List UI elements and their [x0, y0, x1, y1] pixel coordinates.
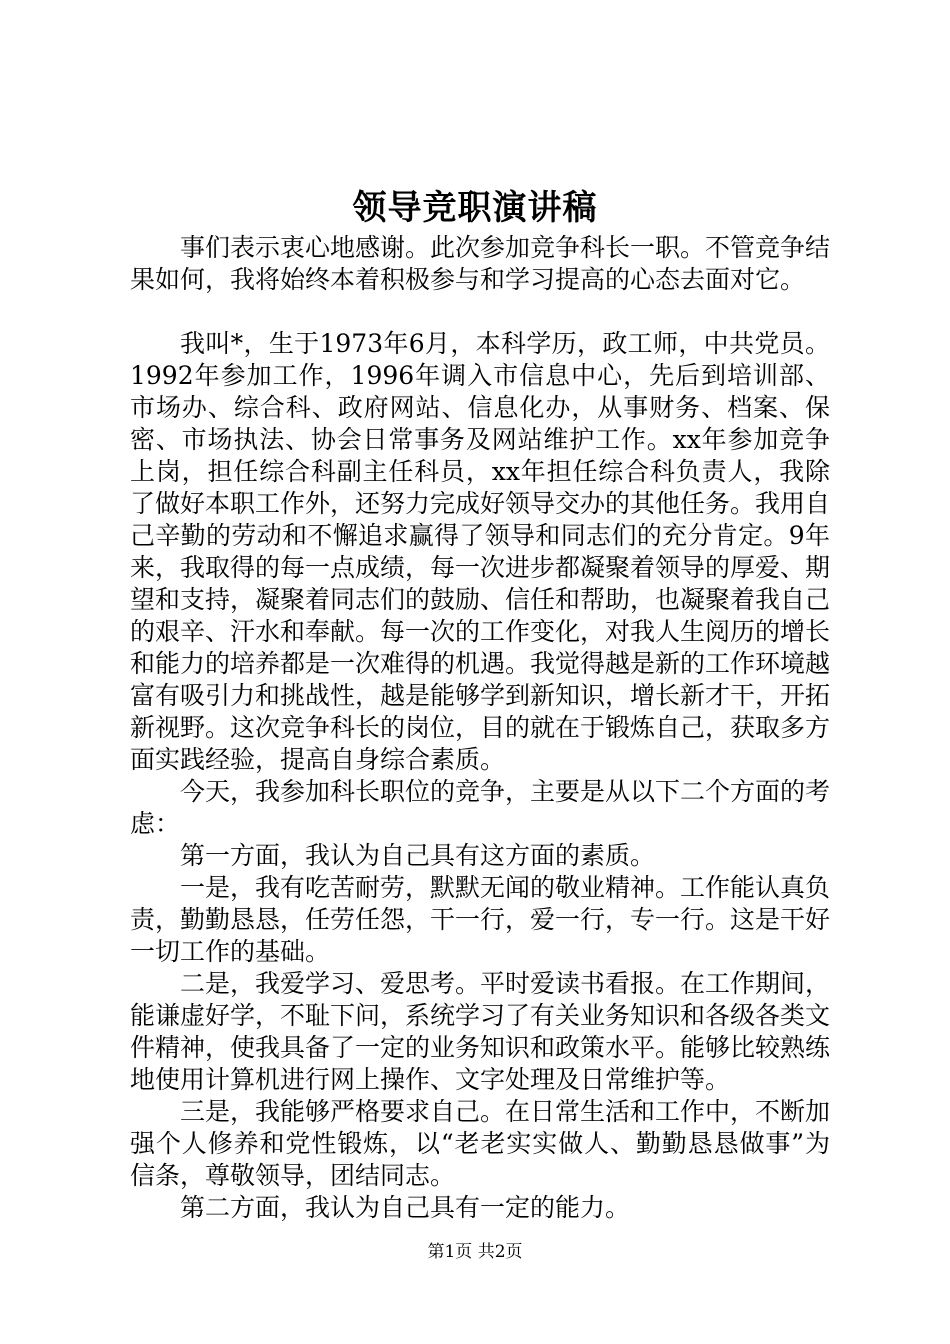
- document-body: [130, 232, 830, 1224]
- document-title: 领导竞职演讲稿: [352, 188, 598, 228]
- paragraph-6: 二是，我爱学习、爱思考。平时爱读书看报。在工作期间，能谦虚好学，不耻下问，系统学习了有关业务知识和各级各类文件精神，使我具备了一定的业务知识和政策水平。能够比较熟练地使用计算机进行网上操作、文字处理及日常维护等。: [130, 969, 831, 1094]
- page-footer: 第1页 共2页: [427, 1242, 523, 1262]
- paragraph-4: 第一方面，我认为自己具有这方面的素质。: [180, 841, 656, 870]
- paragraph-5: 一是，我有吃苦耐劳，默默无闻的敬业精神。工作能认真负责，勤勤恳恳，任劳任怨，干一行，爱一行，专一行。这是干好一切工作的基础。: [130, 873, 831, 966]
- paragraph-2: 我叫*，生于1973年6月，本科学历，政工师，中共党员。1992年参加工作，1996年调入市信息中心，先后到培训部、市场办、综合科、政府网站、信息化办，从事财务、档案、保密、市场执法、协会日常事务及网站维护工作。xx年参加竞争上岗，担任综合科副主任科员，xx年担任综合科负责人，我除了做好本职工作外，还努力完成好领导交办的其他任务。我用自己辛勤的劳动和不懈追求赢得了领导和同志们的充分肯定。9年来，我取得的每一点成绩，每一次进步都凝聚着领导的厚爱、期望和支持，凝聚着同志们的鼓励、信任和帮助，也凝聚着我自己的艰辛、汗水和奉献。每一次的工作变化，对我人生阅历的增长和能力的培养都是一次难得的机遇。我觉得越是新的工作环境越富有吸引力和挑战性，越是能够学到新知识，增长新才干，开拓新视野。这次竞争科长的岗位，目的就在于锻炼自己，获取多方面实践经验，提高自身综合素质。: [130, 329, 831, 774]
- paragraph-1: 事们表示衷心地感谢。此次参加竞争科长一职。不管竞争结果如何，我将始终本着积极参与和学习提高的心态去面对它。: [130, 233, 831, 294]
- paragraph-3: 今天，我参加科长职位的竞争，主要是从以下二个方面的考虑：: [130, 777, 831, 838]
- paragraph-8: 第二方面，我认为自己具有一定的能力。: [180, 1193, 631, 1222]
- paragraph-7: 三是，我能够严格要求自己。在日常生活和工作中，不断加强个人修养和党性锻炼，以“老老实实做人、勤勤恳恳做事”为信条，尊敬领导，团结同志。: [130, 1097, 831, 1190]
